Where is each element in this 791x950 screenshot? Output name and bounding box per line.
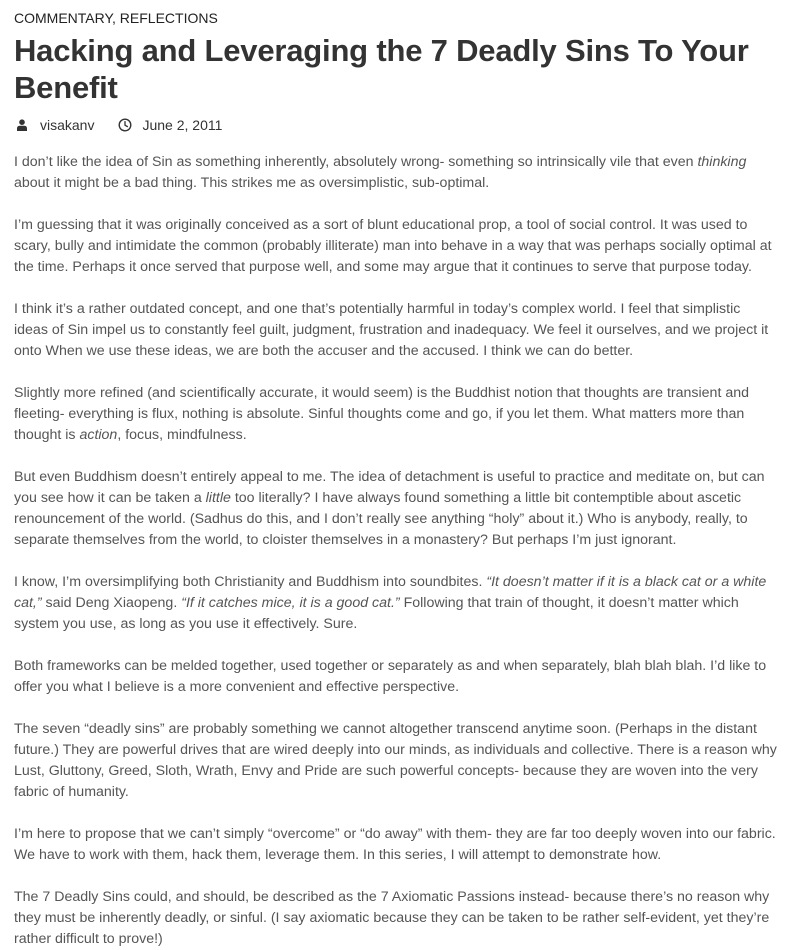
emphasis-text: “It doesn’t matter if it is a black cat or a white cat,” — [14, 574, 767, 611]
post-content — [14, 152, 777, 950]
post-title: Hacking and Leveraging the 7 Deadly Sins To Your Benefit — [14, 33, 749, 105]
paragraph — [14, 152, 777, 194]
paragraph-text: Following that train of thought, it doesn’t matter which system you use, as long as you use it effectively. Sure. — [14, 595, 739, 632]
paragraph — [14, 467, 777, 551]
paragraph — [14, 299, 777, 362]
category-separator: , — [112, 10, 120, 26]
paragraph — [14, 887, 777, 950]
clock-icon — [118, 118, 132, 132]
category-list — [14, 10, 777, 26]
date-link[interactable]: June 2, 2011 — [142, 117, 223, 133]
user-icon — [17, 119, 27, 131]
paragraph-text: Both frameworks can be melded together, used together or separately as and when separately, blah blah blah. I’d like to offer you what I believe is a more convenient and effective perspective. — [14, 658, 767, 695]
paragraph — [14, 572, 777, 635]
paragraph-text: I don’t like the idea of Sin as something inherently, absolutely wrong- something so intrinsically vile that even — [14, 154, 698, 170]
emphasis-text: “If it catches mice, it is a good cat.” — [181, 595, 400, 611]
paragraph-text: too literally? I have always found something a little bit contemptible about ascetic renouncement of the world. (Sadhus do this, and I don’t really see anything “holy” about it.) Who is anybody, really, to separate themselves from the world, to cloister themselves in a monastery? But perhaps I’m just ignorant. — [14, 490, 748, 548]
paragraph-text: The 7 Deadly Sins could, and should, be described as the 7 Axiomatic Passions instead- because there’s no reason why they must be inherently deadly, or sinful. (I say axiomatic because they can be taken to be rather self-evident, yet they’re rather difficult to prove!) — [14, 889, 770, 947]
paragraph-text: said Deng Xiaopeng. — [41, 595, 182, 611]
post-date — [118, 117, 222, 133]
emphasis-text: little — [205, 490, 231, 506]
emphasis-text: action — [79, 427, 118, 443]
paragraph — [14, 824, 777, 866]
post-meta — [14, 115, 777, 135]
paragraph-text: , focus, mindfulness. — [117, 427, 247, 443]
paragraph-text: about it might be a bad thing. This strikes me as oversimplistic, sub-optimal. — [14, 175, 490, 191]
author-link[interactable]: visakanv — [40, 117, 95, 133]
paragraph-text: Slightly more refined (and scientifically accurate, it would seem) is the Buddhist notion that thoughts are transient and fleeting- everything is flux, nothing is absolute. Sinful thoughts come and go, if you let them. What matters more than thought is — [14, 385, 749, 443]
category-link-commentary[interactable]: COMMENTARY — [14, 10, 113, 26]
paragraph-text: The seven “deadly sins” are probably something we cannot altogether transcend anytime soon. (Perhaps in the distant future.) They are powerful drives that are wired deeply into our minds, as individuals and collective. There is a reason why Lust, Gluttony, Greed, Sloth, Wrath, Envy and Pride are such powerful concepts- because they are woven into the very fabric of humanity. — [14, 721, 777, 800]
post-author — [14, 117, 94, 133]
paragraph-text: I know, I’m oversimplifying both Christianity and Buddhism into soundbites. — [14, 574, 487, 590]
paragraph-text: I’m here to propose that we can’t simply “overcome” or “do away” with them- they are far too deeply woven into our fabric. We have to work with them, hack them, leverage them. In this series, I will attempt to demonstrate how. — [14, 826, 776, 863]
paragraph — [14, 656, 777, 698]
paragraph-text: I think it’s a rather outdated concept, and one that’s potentially harmful in today’s complex world. I feel that simplistic ideas of Sin impel us to constantly feel guilt, judgment, frustration and inadequacy. We feel it ourselves, and we project it onto When we use these ideas, we are both the accuser and the accused. I think we can do better. — [14, 301, 769, 359]
paragraph — [14, 215, 777, 278]
paragraph-text: But even Buddhism doesn’t entirely appeal to me. The idea of detachment is useful to practice and meditate on, but can you see how it can be taken a — [14, 469, 765, 506]
paragraph-text: I’m guessing that it was originally conceived as a sort of blunt educational prop, a tool of social control. It was used to scary, bully and intimidate the common (probably illiterate) man into behave in a way that was perhaps socially optimal at the time. Perhaps it once served that purpose well, and some may argue that it continues to serve that purpose today. — [14, 217, 772, 275]
category-link-reflections[interactable]: REFLECTIONS — [119, 10, 218, 26]
paragraph — [14, 383, 777, 446]
emphasis-text: thinking — [697, 154, 747, 170]
paragraph — [14, 719, 777, 803]
